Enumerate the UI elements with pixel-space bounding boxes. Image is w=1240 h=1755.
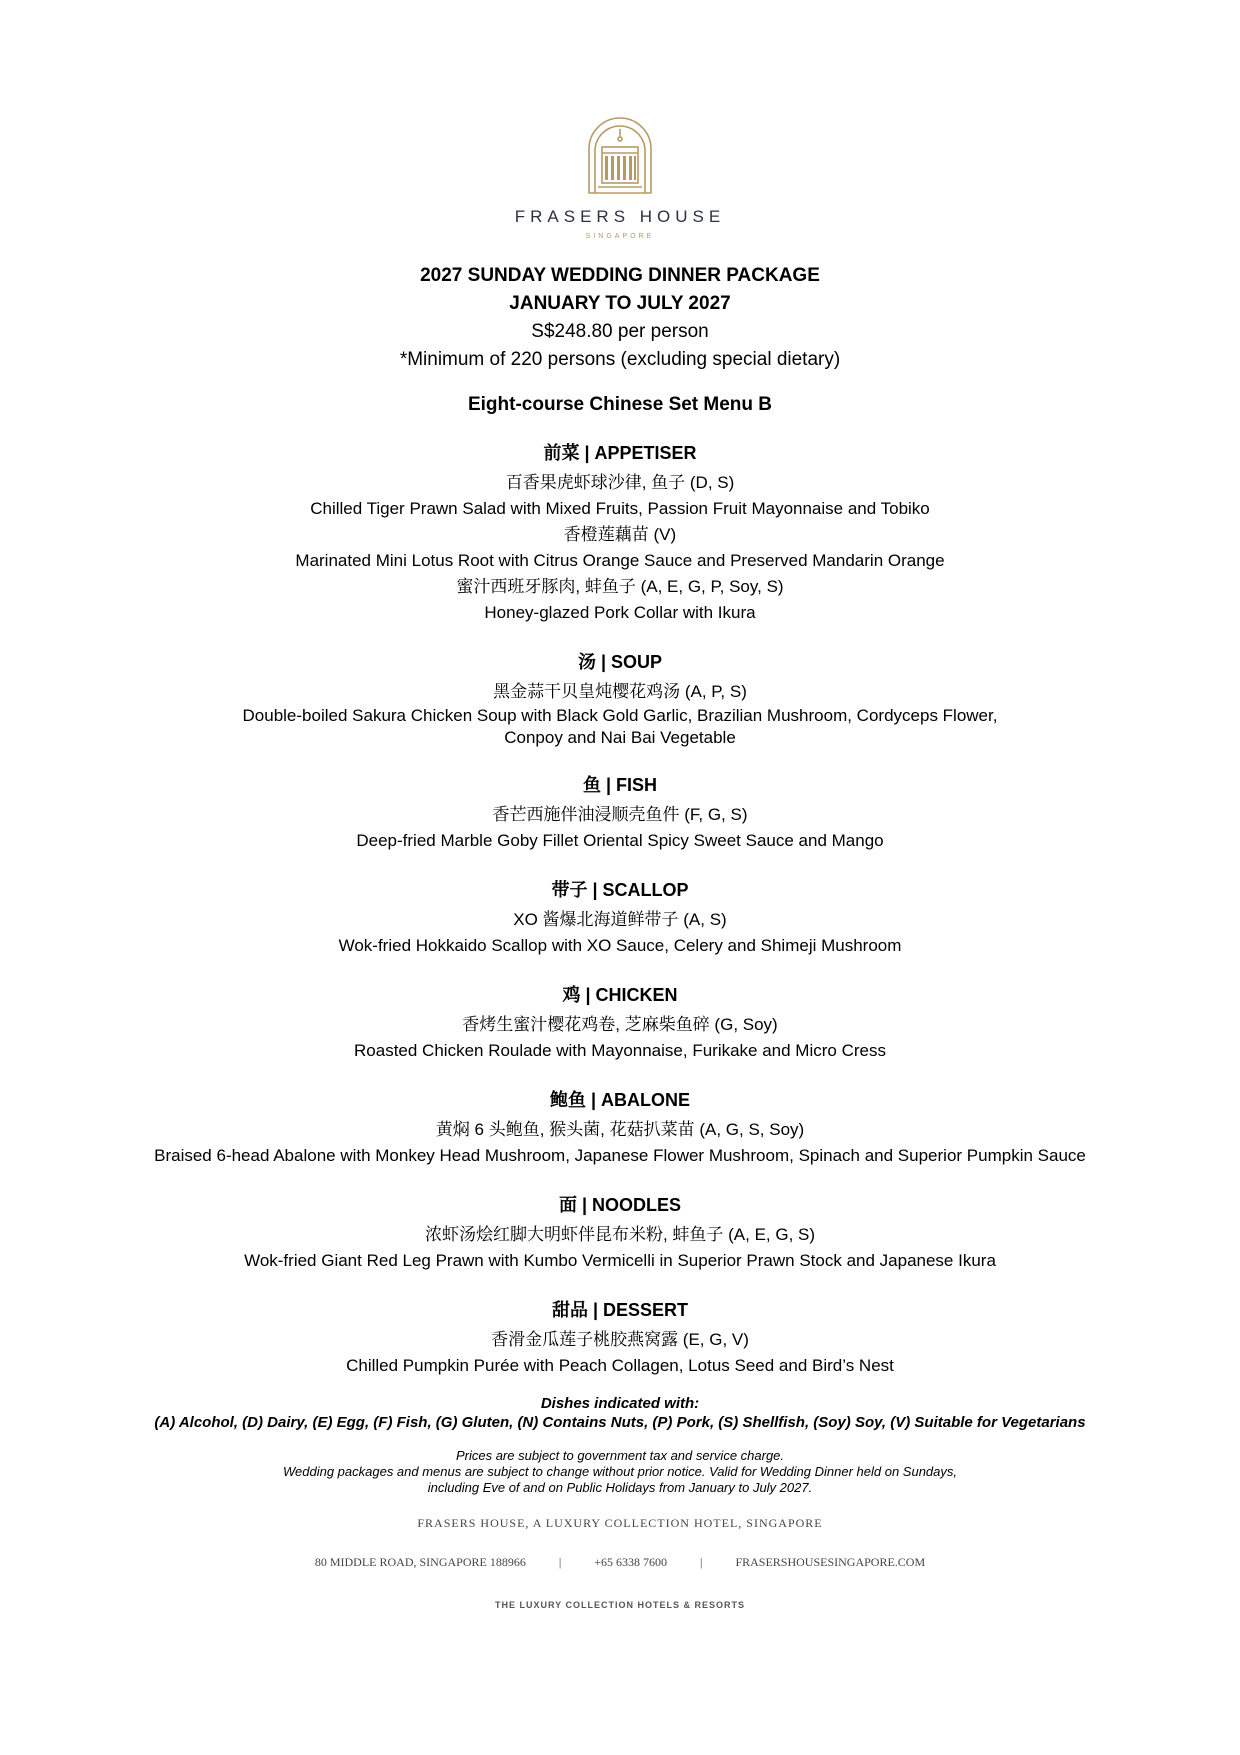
- dish-english: Chilled Pumpkin Purée with Peach Collagen, Lotus Seed and Bird’s Nest: [346, 1356, 894, 1375]
- dish-chinese: 黑金蒜干贝皇炖樱花鸡汤 (A, P, S): [493, 682, 747, 701]
- brand-subtitle: SINGAPORE: [585, 233, 655, 240]
- dish-english: Double-boiled Sakura Chicken Soup with Black Gold Garlic, Brazilian Mushroom, Cordyceps Flower,: [242, 706, 998, 725]
- course-title: 汤 | SOUP: [577, 652, 663, 672]
- terms-notes: [0, 1448, 1240, 1496]
- dietary-legend: [0, 1394, 1240, 1432]
- luxury-collection-mark: THE LUXURY COLLECTION HOTELS & RESORTS: [494, 1600, 745, 1610]
- footer-separator: |: [700, 1555, 703, 1569]
- note-line: Prices are subject to government tax and service charge.: [455, 1448, 785, 1463]
- course-title: 甜品 | DESSERT: [551, 1300, 689, 1320]
- footer-website: FRASERSHOUSESINGAPORE.COM: [735, 1555, 926, 1569]
- note-line: including Eve of and on Public Holidays from January to July 2027.: [427, 1480, 813, 1495]
- course-noodles: [0, 1192, 1240, 1274]
- course-scallop: [0, 877, 1240, 959]
- package-header: [0, 262, 1240, 374]
- dish-chinese: 蜜汁西班牙豚肉, 蚌鱼子 (A, E, G, P, Soy, S): [456, 577, 784, 596]
- dish-chinese: 百香果虎虾球沙律, 鱼子 (D, S): [505, 473, 735, 492]
- footer-hotel-name: FRASERS HOUSE, A LUXURY COLLECTION HOTEL, SINGAPORE: [417, 1516, 823, 1530]
- dish-chinese: 香滑金瓜莲子桃胶燕窝露 (E, G, V): [491, 1330, 749, 1349]
- menu-title: Eight-course Chinese Set Menu B: [467, 394, 773, 415]
- dish-english: Chilled Tiger Prawn Salad with Mixed Fruits, Passion Fruit Mayonnaise and Tobiko: [310, 499, 930, 518]
- dish-chinese: 浓虾汤烩红脚大明虾伴昆布米粉, 蚌鱼子 (A, E, G, S): [424, 1225, 816, 1244]
- dish-chinese: 香橙莲藕苗 (V): [563, 525, 677, 544]
- footer-phone: +65 6338 7600: [594, 1555, 668, 1569]
- course-chicken: [0, 982, 1240, 1064]
- course-title: 鲍鱼 | ABALONE: [549, 1090, 691, 1110]
- course-abalone: [0, 1087, 1240, 1169]
- dish-english: Roasted Chicken Roulade with Mayonnaise, Furikake and Micro Cress: [354, 1041, 886, 1060]
- menu-courses: [0, 440, 1240, 1379]
- brand-name: FRASERS HOUSE: [514, 207, 726, 226]
- dish-chinese: 香芒西施伴油浸顺壳鱼件 (F, G, S): [492, 805, 748, 824]
- footer-address: 80 MIDDLE ROAD, SINGAPORE 188966: [314, 1555, 526, 1569]
- dish-english: Wok-fried Giant Red Leg Prawn with Kumbo Vermicelli in Superior Prawn Stock and Japanese Ikura: [244, 1251, 996, 1270]
- dish-chinese: 黄焖 6 头鲍鱼, 猴头菌, 花菇扒菜苗 (A, G, S, Soy): [435, 1120, 805, 1139]
- package-minimum: *Minimum of 220 persons (excluding special dietary): [399, 349, 841, 370]
- course-title: 面 | NOODLES: [558, 1195, 682, 1215]
- dish-english: Wok-fried Hokkaido Scallop with XO Sauce, Celery and Shimeji Mushroom: [338, 936, 902, 955]
- dish-english: Braised 6-head Abalone with Monkey Head Mushroom, Japanese Flower Mushroom, Spinach and Superior Pumpkin Sauce: [154, 1146, 1086, 1165]
- course-title: 鸡 | CHICKEN: [562, 985, 678, 1005]
- dish-chinese: XO 酱爆北海道鲜带子 (A, S): [513, 910, 727, 929]
- note-line: Wedding packages and menus are subject to change without prior notice. Valid for Wedding Dinner held on Sundays,: [282, 1464, 957, 1479]
- dish-english: Marinated Mini Lotus Root with Citrus Orange Sauce and Preserved Mandarin Orange: [295, 551, 945, 570]
- legend-heading: Dishes indicated with:: [540, 1395, 700, 1412]
- course-title: 带子 | SCALLOP: [551, 880, 689, 900]
- dish-english: Honey-glazed Pork Collar with Ikura: [484, 603, 756, 622]
- package-title: 2027 SUNDAY WEDDING DINNER PACKAGE: [420, 265, 820, 286]
- package-period: JANUARY TO JULY 2027: [509, 293, 731, 314]
- dish-chinese: 香烤生蜜汁樱花鸡卷, 芝麻柴鱼碎 (G, Soy): [462, 1015, 778, 1034]
- course-fish: [0, 772, 1240, 854]
- frasers-house-logo: [585, 115, 655, 195]
- package-price: S$248.80 per person: [531, 321, 709, 342]
- course-soup: [0, 649, 1240, 749]
- footer-contact: [0, 1555, 1240, 1570]
- footer-separator: |: [558, 1555, 562, 1569]
- course-appetiser: [0, 440, 1240, 626]
- dish-english: Deep-fried Marble Goby Fillet Oriental Spicy Sweet Sauce and Mango: [356, 831, 884, 850]
- course-dessert: [0, 1297, 1240, 1379]
- dish-english-continued: Conpoy and Nai Bai Vegetable: [504, 728, 736, 747]
- course-title: 前菜 | APPETISER: [543, 443, 697, 463]
- course-title: 鱼 | FISH: [582, 775, 658, 795]
- legend-items: (A) Alcohol, (D) Dairy, (E) Egg, (F) Fish, (G) Gluten, (N) Contains Nuts, (P) Pork, (S) Shellfish, (Soy) Soy, (V) Suitable for Vegetarians: [154, 1414, 1086, 1431]
